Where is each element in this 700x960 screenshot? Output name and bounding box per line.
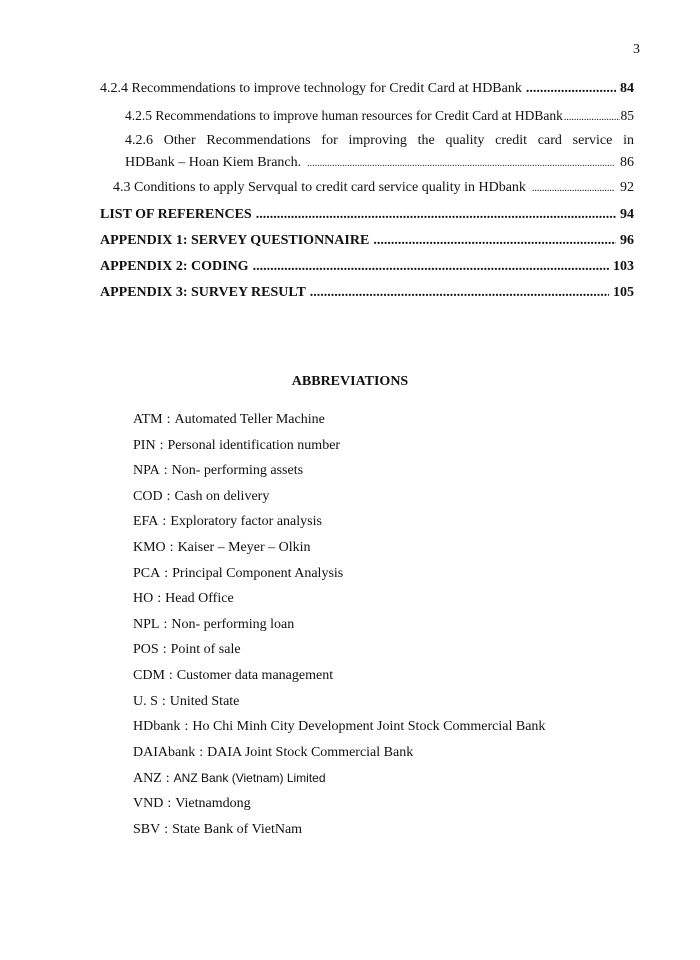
abbreviation-term: U. S bbox=[133, 693, 158, 709]
abbreviation-meaning: Customer data management bbox=[176, 667, 334, 683]
abbreviation-item: PIN : Personal identification number bbox=[133, 437, 341, 453]
abbreviation-term: DAIAbank bbox=[133, 744, 196, 760]
abbreviation-meaning: Kaiser – Meyer – Olkin bbox=[177, 539, 311, 555]
abbreviation-item: CDM : Customer data management bbox=[133, 667, 334, 683]
toc-entry-4-2-6[interactable] bbox=[125, 130, 634, 175]
toc-leader-dots bbox=[532, 179, 614, 199]
toc-entry-4-2-4[interactable] bbox=[100, 79, 634, 99]
toc-entry-appendix-3[interactable] bbox=[100, 283, 634, 303]
toc-entry-label-line1: 4.2.6 Other Recommendations for improving the quality credit card service in bbox=[125, 133, 634, 148]
abbreviation-term: ANZ bbox=[133, 771, 162, 787]
abbreviation-item: U. S : United State bbox=[133, 693, 240, 709]
abbreviation-term: HO bbox=[133, 591, 154, 607]
abbreviation-meaning: Personal identification number bbox=[167, 437, 341, 453]
toc-entry-page: 84 bbox=[620, 81, 634, 96]
abbreviation-meaning: United State bbox=[169, 693, 240, 709]
toc-entry-label: 4.2.4 Recommendations to improve technology for Credit Card at HDBank bbox=[100, 81, 522, 96]
toc-leader-dots bbox=[526, 79, 616, 99]
abbreviation-item: COD : Cash on delivery bbox=[133, 488, 270, 504]
abbreviation-meaning: Point of sale bbox=[170, 642, 241, 658]
abbreviation-term: VND bbox=[133, 795, 164, 811]
toc-entry-page: 92 bbox=[620, 180, 634, 195]
abbreviation-meaning: Ho Chi Minh City Development Joint Stock Commercial Bank bbox=[192, 719, 546, 735]
toc-entry-4-2-5[interactable] bbox=[125, 106, 634, 128]
abbreviation-item: DAIAbank : DAIA Joint Stock Commercial Bank bbox=[133, 744, 414, 760]
abbreviation-item: KMO : Kaiser – Meyer – Olkin bbox=[133, 539, 311, 555]
toc-leader-dots bbox=[307, 153, 614, 175]
abbreviation-term: ATM bbox=[133, 412, 163, 427]
abbreviation-meaning: Vietnamdong bbox=[175, 795, 251, 811]
abbreviation-term: COD bbox=[133, 488, 163, 504]
abbreviation-term: POS bbox=[133, 642, 159, 658]
abbreviation-term: CDM bbox=[133, 667, 165, 683]
toc-entry-page: 94 bbox=[620, 207, 634, 222]
abbreviation-meaning: Non- performing assets bbox=[171, 463, 304, 479]
toc-entry-label: APPENDIX 2: CODING bbox=[100, 259, 249, 274]
toc-entry-page: 105 bbox=[613, 285, 634, 300]
abbreviation-item: PCA : Principal Component Analysis bbox=[133, 565, 344, 581]
abbreviation-item: HO : Head Office bbox=[133, 591, 234, 607]
page-number: 3 bbox=[633, 42, 640, 57]
abbreviation-item: NPL : Non- performing loan bbox=[133, 616, 295, 632]
abbreviation-item: HDbank : Ho Chi Minh City Development Joint Stock Commercial Bank bbox=[133, 719, 546, 735]
abbreviation-item: VND : Vietnamdong bbox=[133, 795, 251, 811]
abbreviation-meaning: Non- performing loan bbox=[171, 616, 295, 632]
toc-leader-dots bbox=[373, 231, 616, 251]
abbreviation-item: NPA : Non- performing assets bbox=[133, 463, 304, 479]
toc-entry-label: 4.2.5 Recommendations to improve human resources for Credit Card at HDBank bbox=[125, 108, 563, 123]
abbreviation-meaning: Cash on delivery bbox=[174, 488, 270, 504]
abbreviation-meaning: ANZ Bank (Vietnam) Limited bbox=[173, 771, 326, 786]
abbreviations-list bbox=[133, 410, 545, 845]
toc-entry-label: LIST OF REFERENCES bbox=[100, 207, 252, 222]
abbreviation-term: HDbank bbox=[133, 719, 181, 735]
abbreviation-meaning: DAIA Joint Stock Commercial Bank bbox=[207, 744, 414, 760]
abbreviation-term: KMO bbox=[133, 539, 166, 555]
abbreviation-term: PIN bbox=[133, 437, 156, 453]
toc-entry-appendix-2[interactable] bbox=[100, 257, 634, 277]
toc-entry-references[interactable] bbox=[100, 205, 634, 225]
abbreviation-meaning: State Bank of VietNam bbox=[172, 821, 303, 837]
toc-entry-label: APPENDIX 3: SURVEY RESULT bbox=[100, 285, 306, 300]
abbreviation-meaning: Principal Component Analysis bbox=[172, 565, 344, 581]
toc-entry-label: 4.3 Conditions to apply Servqual to credit card service quality in HDbank bbox=[113, 180, 526, 195]
abbreviation-item: ATM : Automated Teller Machine bbox=[133, 412, 325, 427]
toc-entry-page: 86 bbox=[620, 155, 634, 170]
abbreviation-item: EFA : Exploratory factor analysis bbox=[133, 514, 322, 530]
toc-leader-dots bbox=[253, 257, 609, 277]
abbreviations-title: ABBREVIATIONS bbox=[291, 374, 409, 389]
abbreviation-item: POS : Point of sale bbox=[133, 642, 241, 658]
toc-leader-dots bbox=[310, 283, 609, 303]
abbreviation-term: SBV bbox=[133, 821, 161, 837]
abbreviation-term: PCA bbox=[133, 565, 161, 581]
abbreviation-term: NPA bbox=[133, 463, 160, 479]
abbreviation-item: SBV : State Bank of VietNam bbox=[133, 821, 303, 837]
abbreviation-meaning: Automated Teller Machine bbox=[174, 412, 325, 427]
abbreviation-meaning: Exploratory factor analysis bbox=[170, 514, 322, 530]
toc-entry-label-line2: HDBank – Hoan Kiem Branch. bbox=[125, 155, 302, 170]
abbreviation-item: ANZ : ANZ Bank (Vietnam) Limited bbox=[133, 771, 326, 787]
toc-entry-page: 103 bbox=[613, 259, 634, 274]
toc-entry-label: APPENDIX 1: SERVEY QUESTIONNAIRE bbox=[100, 233, 370, 248]
toc-leader-dots bbox=[256, 205, 616, 225]
abbreviation-meaning: Head Office bbox=[165, 591, 234, 607]
toc-leader-dots bbox=[564, 108, 620, 128]
toc-entry-page: 85 bbox=[620, 108, 634, 123]
toc-entry-page: 96 bbox=[620, 233, 634, 248]
toc-entry-appendix-1[interactable] bbox=[100, 231, 634, 251]
toc-entry-4-3[interactable] bbox=[113, 178, 634, 199]
abbreviation-term: EFA bbox=[133, 514, 159, 530]
abbreviation-term: NPL bbox=[133, 616, 160, 632]
